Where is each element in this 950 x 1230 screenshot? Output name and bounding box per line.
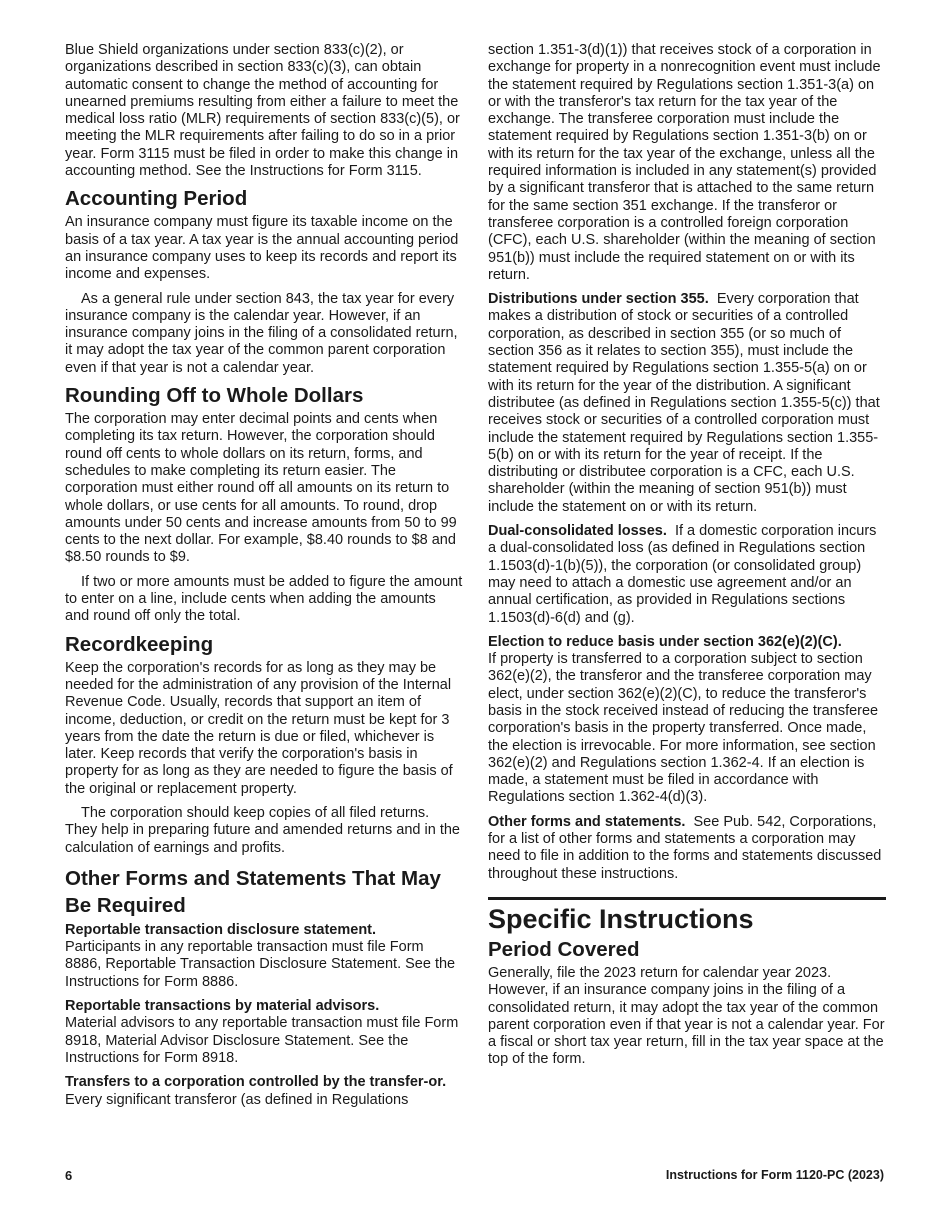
left-column <box>65 42 463 1116</box>
run-in-heading: Election to reduce basis under section 362(e)(2)(C). <box>488 633 842 650</box>
paragraph-reportable-disclosure <box>65 922 463 991</box>
paragraph: The corporation may enter decimal points and cents when completing its tax return. However, the corporation should round off cents to whole dollars on its return, forms, and schedules to make completing its return easier. The corporation must either round off all amounts on its return to whole dollars, or use cents for all amounts. To round, drop amounts under 50 cents and increase amounts from 50 to 99 cents to the next dollar. For example, $8.40 rounds to $8 and $8.50 rounds to $9. <box>65 411 457 566</box>
heading-accounting-period: Accounting Period <box>65 187 248 211</box>
run-in-heading: Transfers to a corporation controlled by the transfer-or. <box>65 1074 447 1091</box>
paragraph: An insurance company must figure its taxable income on the basis of a tax year. A tax year is the annual accounting period an insurance company uses to keep its records and report its income and expenses. <box>65 214 459 283</box>
paragraph: Blue Shield organizations under section 833(c)(2), or organizations described in section 833(c)(3), can obtain automatic consent to change the method of accounting for unearned premiums resulting from either a failure to meet the medical loss ratio (MLR) requirements of section 833(c)(5), or meeting the MLR requirements after failing to do so in a prior year. Form 3115 must be filed in order to make this change in accounting method. See the Instructions for Form 3115. <box>65 42 460 180</box>
heading-recordkeeping: Recordkeeping <box>65 632 214 656</box>
paragraph: If two or more amounts must be added to figure the amount to enter on a line, include cents when adding the amounts and round off only the total. <box>65 573 463 625</box>
run-in-heading: Dual-consolidated losses. <box>488 523 667 540</box>
paragraph-text: If property is transferred to a corporation subject to section 362(e)(2), the transferor and the transferee corporation may elect, under section 362(e)(2)(C), to reduce the transferor's basis in the stock received instead of reducing the transferee corporation's basis in the property transferred. Once made, the election is irrevocable. For more information, see section 362(e)(2) and Regulations section 1.362-4. If an election is made, a statement must be filed in accordance with Regulations section 1.362-4(d)(3). <box>488 651 879 806</box>
run-in-heading: Other forms and statements. <box>488 813 686 830</box>
paragraph: Keep the corporation's records for as long as they may be needed for the administration of any provision of the Internal Revenue Code. Usually, records that support an item of income, deduction, or credit on the return must be kept for 3 years from the date the return is due or filed, whichever is later. Keep records that verify the corporation's basis in property for as long as they are needed to figure the basis of the original or replacement property. <box>65 659 453 797</box>
paragraph-text: If a domestic corporation incurs a dual-consolidated loss (as defined in Regulations section 1.1503(d)-1(b)(5)), the corporation (or consolidated group) may need to attach a domestic use agreement and/or an annual certification, as provided in Regulations sections 1.1503(d)-6(d) and (g). <box>488 523 877 626</box>
heading-period-covered: Period Covered <box>488 937 640 961</box>
paragraph-distributions <box>488 291 886 516</box>
paragraph-text: Every corporation that makes a distribution of stock or securities of a controlled corporation, as described in section 355 (or so much of section 356 as it relates to section 355), must include the statement required by Regulations section 1.355-5(a) on or with its return for the year of the distribution. A significant distributee (as defined in Regulations section 1.355-5(c)) that receives stock or securities of a controlled corporation must include the statement required by Regulations section 1.355-5(b) on or with its return for the year of receipt. If the distributing or distributee corporation is a CFC, each U.S. shareholder (within the meaning of section 951(b)) must include the statement on or with its return. <box>488 291 880 515</box>
right-column <box>488 42 886 1076</box>
section-divider <box>488 897 886 900</box>
paragraph-other-forms <box>488 814 886 883</box>
paragraph: section 1.351-3(d)(1)) that receives stock of a corporation in exchange for property in a nonrecognition event must include the statement required by Regulations section 1.351-3(a) on or with the transferor's tax return for the tax year of the exchange. The transferee corporation must include the statement required by Regulations section 1.351-3(b) on or with its return for the tax year of the exchange, unless all the required information is included in any statement(s) provided by a significant transferor that is attached to the same return for the same section 351 exchange. If the transferor or transferee corporation is a controlled foreign corporation (CFC), each U.S. shareholder (within the meaning of section 951(b)) must include the required statement on or with its return. <box>488 42 881 283</box>
heading-other-forms: Other Forms and Statements That May Be Required <box>65 866 441 917</box>
paragraph-text: Participants in any reportable transaction must file Form 8886, Reportable Transaction Disclosure Statement. See the Instructions for Form 8886. <box>65 939 456 990</box>
footer-title: Instructions for Form 1120-PC (2023) <box>665 1168 884 1182</box>
run-in-heading: Reportable transactions by material advisors. <box>65 998 380 1015</box>
paragraph-dual-consolidated <box>488 523 886 627</box>
paragraph: As a general rule under section 843, the tax year for every insurance company is the calendar year. However, if an insurance company joins in the filing of a consolidated return, it may adopt the tax year of the common parent corporation even if that year is not a calendar year. <box>65 290 458 376</box>
heading-rounding: Rounding Off to Whole Dollars <box>65 384 364 408</box>
paragraph-text: See Pub. 542, Corporations, for a list of other forms and statements a corporation may need to file in addition to the forms and statements discussed throughout these instructions. <box>488 813 882 882</box>
page-number: 6 <box>65 1168 73 1183</box>
paragraph: The corporation should keep copies of all filed returns. They help in preparing future and amended returns and in the calculation of earnings and profits. <box>65 804 460 856</box>
paragraph-transfers <box>65 1074 463 1109</box>
paragraph-text: Material advisors to any reportable transaction must file Form 8918, Material Advisor Disclosure Statement. See the Instructions for Form 8918. <box>65 1015 459 1066</box>
paragraph-election <box>488 634 886 807</box>
paragraph-material-advisors <box>65 998 463 1067</box>
run-in-heading: Reportable transaction disclosure statement. <box>65 921 377 938</box>
heading-specific-instructions: Specific Instructions <box>488 903 754 934</box>
run-in-heading: Distributions under section 355. <box>488 291 709 308</box>
paragraph: Generally, file the 2023 return for calendar year 2023. However, if an insurance company joins in the filing of a consolidated return, it may adopt the tax year of the common parent corporation even if that year is not a calendar year. For a fiscal or short tax year return, fill in the tax year space at the top of the form. <box>488 964 885 1068</box>
paragraph-text: Every significant transferor (as defined in Regulations <box>65 1091 409 1108</box>
